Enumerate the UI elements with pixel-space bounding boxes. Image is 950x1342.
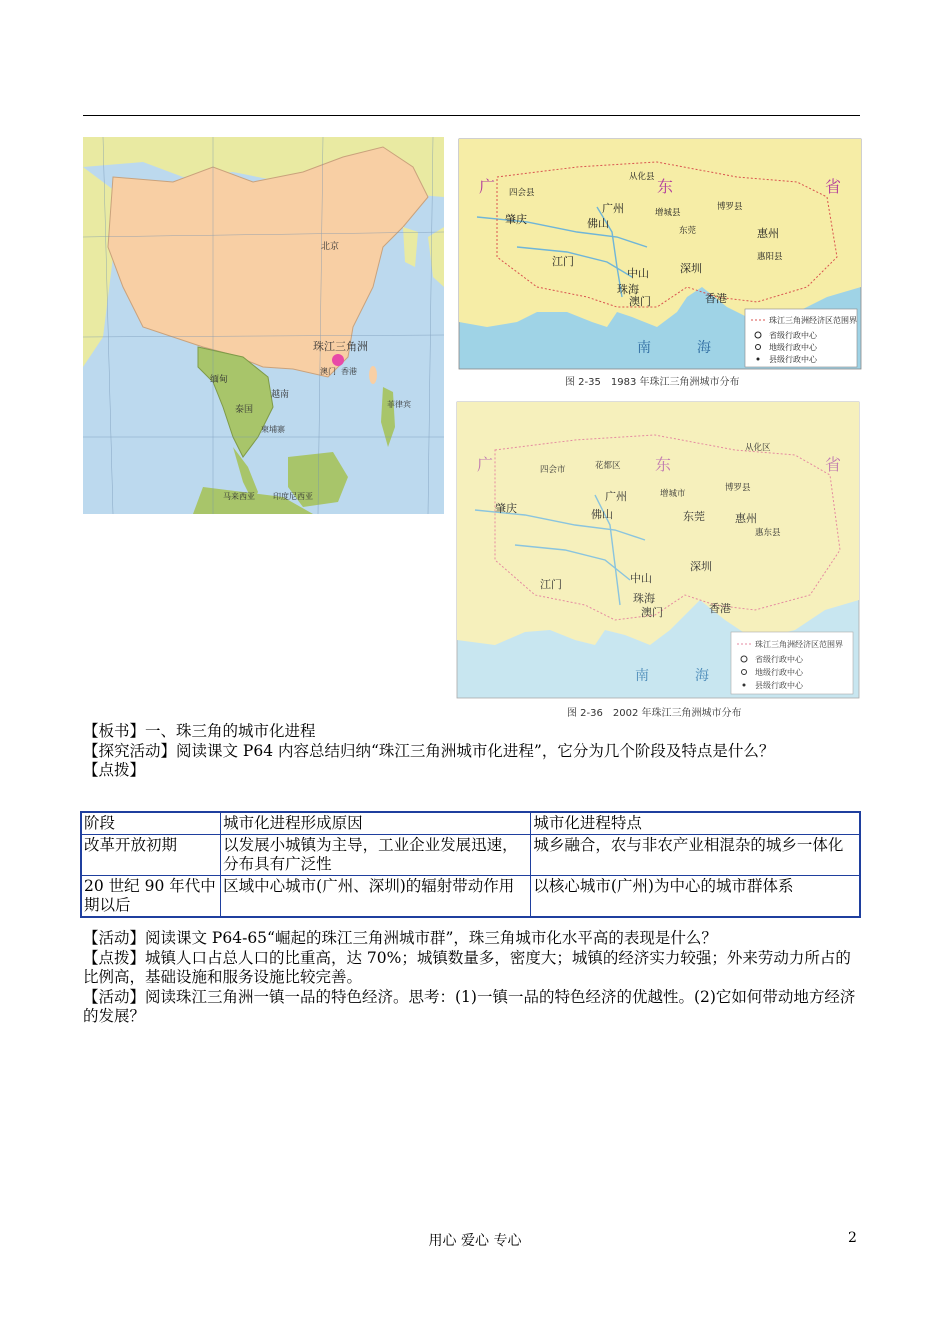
table-row xyxy=(81,835,860,876)
sea-char-1: 南 xyxy=(637,340,651,356)
city-label: 从化县 xyxy=(629,172,655,182)
dianbo-line-2: 【点拨】城镇人口占总人口的比重高，达 70%；城镇数量多，密度大；城镇的经济实力较强；外来劳动力所占的比例高，基础设施和服务设施比较完善。 xyxy=(83,948,851,986)
legend-item: 县级行政中心 xyxy=(769,355,817,364)
asia-map xyxy=(83,137,444,514)
city-label: 增城市 xyxy=(660,489,686,499)
province-char-2: 东 xyxy=(657,177,674,196)
city-label: 中山 xyxy=(630,572,652,585)
city-label: 广州 xyxy=(602,202,624,215)
map-label-prd: 珠江三角洲 xyxy=(313,340,368,353)
map-label-malaysia: 马来西亚 xyxy=(223,492,255,501)
map-label-beijing: 北京 xyxy=(321,242,340,252)
table-header-cell: 城市化进程特点 xyxy=(531,812,860,835)
city-label: 博罗县 xyxy=(717,202,743,212)
legend-item: 地级行政中心 xyxy=(755,668,803,677)
table-cell: 城乡融合，农与非农产业相混杂的城乡一体化 xyxy=(531,835,860,876)
lesson-text-top xyxy=(83,722,863,781)
table-cell: 20 世纪 90 年代中期以后 xyxy=(81,876,221,918)
table-row xyxy=(81,876,860,918)
city-label: 江门 xyxy=(540,578,562,591)
city-label: 惠东县 xyxy=(755,528,781,538)
map-label-vietnam: 越南 xyxy=(271,390,290,400)
map-label-macau: 澳门 xyxy=(320,367,336,376)
city-label: 香港 xyxy=(705,292,727,305)
table-header-cell: 城市化进程形成原因 xyxy=(221,812,531,835)
city-label: 肇庆 xyxy=(505,213,527,226)
dianbo-heading: 【点拨】 xyxy=(83,761,146,779)
city-label: 四会县 xyxy=(509,188,535,198)
table-cell: 改革开放初期 xyxy=(81,835,221,876)
city-label: 深圳 xyxy=(690,560,712,573)
city-label: 珠海 xyxy=(633,592,655,605)
city-label: 中山 xyxy=(627,267,649,280)
map-label-indonesia: 印度尼西亚 xyxy=(273,492,313,501)
province-char-3: 省 xyxy=(825,455,842,474)
sea-char-2: 海 xyxy=(697,340,711,356)
map-label-philippines: 菲律宾 xyxy=(387,400,411,409)
lesson-text-bottom xyxy=(83,929,863,1027)
map-1983 xyxy=(457,137,865,391)
province-char-1: 广 xyxy=(479,177,496,196)
city-label: 惠州 xyxy=(757,227,779,240)
map-label-myanmar: 缅甸 xyxy=(210,375,229,385)
figure-caption-2002: 图 2-36 2002 年珠江三角洲城市分布 xyxy=(567,708,742,719)
city-label: 惠阳县 xyxy=(757,252,783,262)
city-label: 香港 xyxy=(709,602,731,615)
map-label-cambodia: 柬埔寨 xyxy=(261,425,285,434)
sea-char-1: 南 xyxy=(635,668,649,684)
table-cell: 以核心城市(广州)为中心的城市群体系 xyxy=(531,876,860,918)
urbanization-table xyxy=(80,811,861,918)
legend-item: 省级行政中心 xyxy=(769,331,817,340)
map-2002 xyxy=(455,400,861,722)
huodong-line-2: 【活动】阅读珠江三角洲一镇一品的特色经济。思考：(1)一镇一品的特色经济的优越性。(2)它如何带动地方经济的发展？ xyxy=(83,987,856,1025)
table-header-cell: 阶段 xyxy=(81,812,221,835)
city-label: 从化区 xyxy=(745,443,771,453)
city-label: 佛山 xyxy=(591,508,613,521)
map-label-thailand: 泰国 xyxy=(235,405,254,415)
province-char-2: 东 xyxy=(655,455,672,474)
legend-item: 珠江三角洲经济区范围界 xyxy=(769,316,857,325)
sea-char-2: 海 xyxy=(695,668,709,684)
footer-motto: 用心 爱心 专心 xyxy=(428,1233,522,1249)
city-label: 江门 xyxy=(552,255,574,268)
figure-caption-1983: 图 2-35 1983 年珠江三角洲城市分布 xyxy=(565,377,740,388)
city-label: 四会市 xyxy=(540,465,566,475)
city-label: 广州 xyxy=(605,490,627,503)
province-char-3: 省 xyxy=(825,177,842,196)
huodong-line-1: 【活动】阅读课文 P64-65“崛起的珠江三角洲城市群”，珠三角城市化水平高的表现是什么？ xyxy=(83,929,717,947)
table-header-row xyxy=(81,812,860,835)
city-label: 东莞 xyxy=(679,226,697,236)
legend-item: 省级行政中心 xyxy=(755,655,803,664)
city-label: 惠州 xyxy=(735,512,757,525)
map-label-hk: 香港 xyxy=(341,367,357,376)
city-label: 澳门 xyxy=(641,606,663,619)
city-label: 深圳 xyxy=(680,262,702,275)
city-label: 澳门 xyxy=(629,295,651,308)
table-cell: 以发展小城镇为主导，工业企业发展迅速，分布具有广泛性 xyxy=(221,835,531,876)
legend-item: 县级行政中心 xyxy=(755,681,803,690)
province-char-1: 广 xyxy=(477,455,494,474)
city-label: 增城县 xyxy=(655,208,681,218)
city-label: 肇庆 xyxy=(495,502,517,515)
city-label: 博罗县 xyxy=(725,483,751,493)
city-label: 佛山 xyxy=(587,217,609,230)
banshu-line: 【板书】一、珠三角的城市化进程 xyxy=(83,722,316,740)
legend-item: 地级行政中心 xyxy=(769,343,817,352)
city-label: 花都区 xyxy=(595,461,621,471)
legend-item: 珠江三角洲经济区范围界 xyxy=(755,640,843,649)
city-label: 珠海 xyxy=(617,283,639,296)
tanjiu-line: 【探究活动】阅读课文 P64 内容总结归纳“珠江三角洲城市化进程”，它分为几个阶段及特点是什么？ xyxy=(83,741,775,760)
header-rule xyxy=(83,115,860,116)
page-number: 2 xyxy=(848,1230,857,1246)
table-cell: 区域中心城市(广州、深圳)的辐射带动作用 xyxy=(221,876,531,918)
city-label: 东莞 xyxy=(683,510,705,523)
